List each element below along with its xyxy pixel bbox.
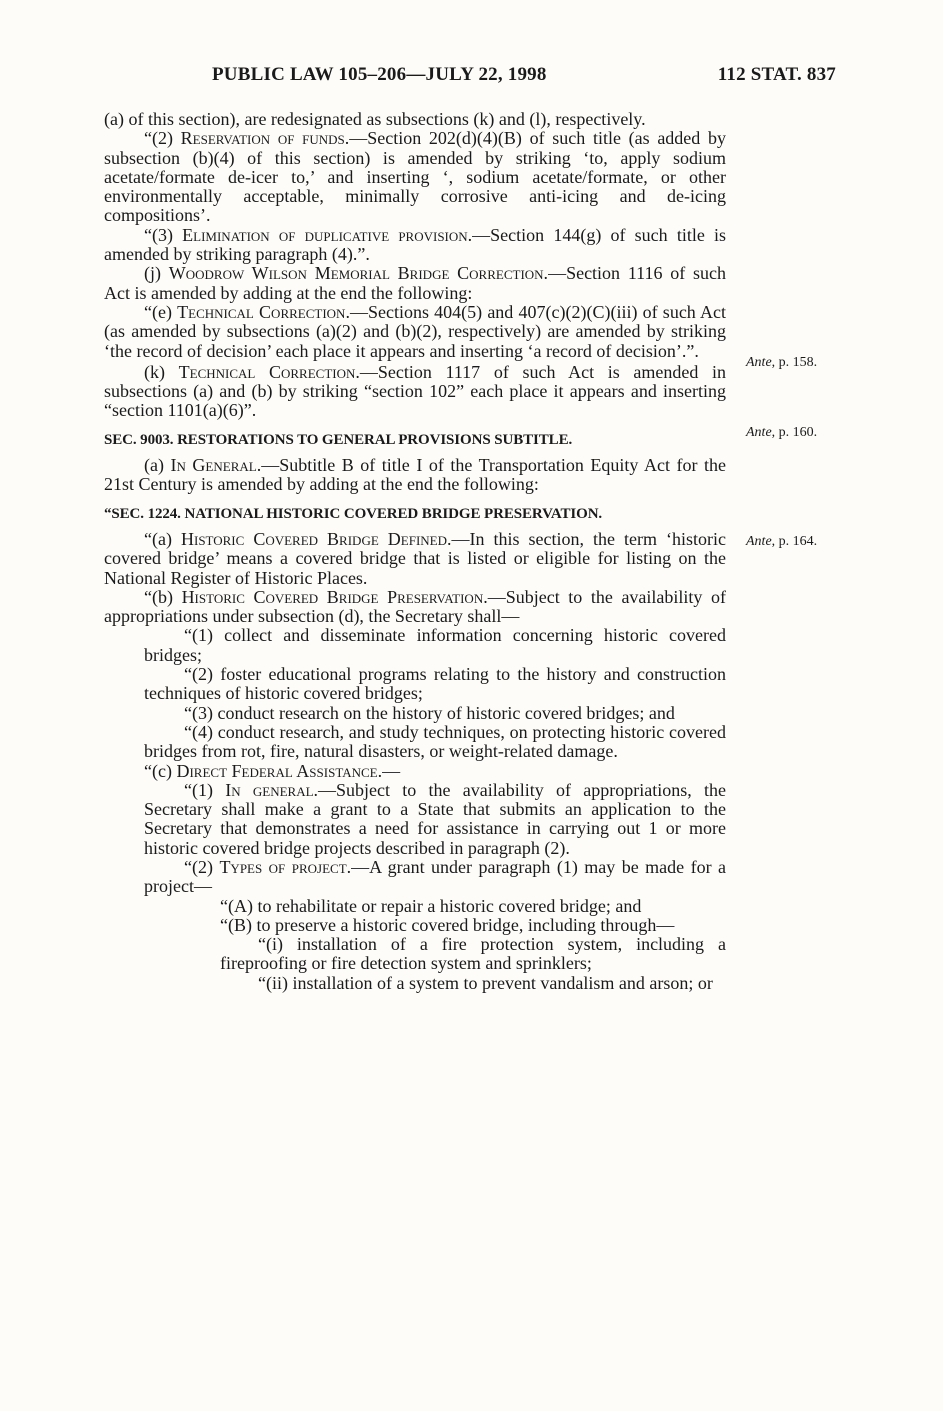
paragraph: “(3) Elimination of duplicative provision.—Section 144(g) of such title is amended by striking paragraph (4).”. xyxy=(104,224,726,265)
paragraph-caption: Historic Covered Bridge Defined. xyxy=(180,528,452,549)
paragraph: “(4) conduct research, and study techniques, on protecting historic covered bridges from rot, fire, natural disasters, or weight-related damage. xyxy=(144,721,726,762)
paragraph-caption: Direct Federal Assistance. xyxy=(176,760,383,781)
section-heading: SEC. 9003. RESTORATIONS TO GENERAL PROVISIONS SUBTITLE. xyxy=(104,431,573,448)
paragraph: “(2) Reservation of funds.—Section 202(d)(4)(B) of such title (as added by subsection (b)(4) of this section) is amended by striking ‘to, apply sodium acetate/formate de-icer to,’ and inserting ‘, sodium acetate/formate, or other environmentally acceptable, minimally corrosive anti-icing and de-icing compositions’. xyxy=(104,128,726,226)
paragraph: “(a) Historic Covered Bridge Defined.—In this section, the term ‘historic covered bridge’ means a covered bridge that is listed or eligible for listing on the National Register of Historic Places. xyxy=(104,528,726,588)
header-stat-page: 112 STAT. 837 xyxy=(717,64,836,85)
paragraph: “(c) Direct Federal Assistance.— xyxy=(144,760,401,781)
paragraph: (a) of this section), are redesignated as subsections (k) and (l), respectively. xyxy=(104,109,646,129)
paragraph: “(1) In general.—Subject to the availability of appropriations, the Secretary shall make a grant to a State that submits an application to the Secretary that demonstrates a need for assistance in carrying out 1 or more historic covered bridge projects described in paragraph (2). xyxy=(144,779,726,858)
paragraph: “(1) collect and disseminate information concerning historic covered bridges; xyxy=(144,625,726,665)
paragraph: “(3) conduct research on the history of historic covered bridges; and xyxy=(184,702,675,723)
paragraph: (a) In General.—Subtitle B of title I of the Transportation Equity Act for the 21st Century is amended by adding at the end the following: xyxy=(104,455,726,495)
margin-note: Ante, p. 160. xyxy=(746,425,818,440)
margin-note: Ante, p. 158. xyxy=(746,355,818,370)
paragraph: “(b) Historic Covered Bridge Preservation.—Subject to the availability of appropriations under subsection (d), the Secretary shall— xyxy=(104,586,726,627)
paragraph: (j) Woodrow Wilson Memorial Bridge Correction.—Section 1116 of such Act is amended by adding at the end the following: xyxy=(104,263,726,303)
paragraph-caption: Woodrow Wilson Memorial Bridge Correction. xyxy=(168,263,549,284)
paragraph: “(2) Types of project.—A grant under paragraph (1) may be made for a project— xyxy=(144,856,727,897)
paragraph: “(A) to rehabilitate or repair a historic covered bridge; and xyxy=(220,895,642,916)
paragraph: “(i) installation of a fire protection system, including a fireproofing or fire detection system and sprinklers; xyxy=(220,934,726,974)
paragraph-caption: In General. xyxy=(170,455,262,476)
paragraph: “(ii) installation of a system to prevent vandalism and arson; or xyxy=(258,972,713,993)
section-heading: “SEC. 1224. NATIONAL HISTORIC COVERED BRIDGE PRESERVATION. xyxy=(104,505,603,522)
paragraph-caption: Historic Covered Bridge Preservation. xyxy=(181,586,488,607)
paragraph-caption: Technical Correction. xyxy=(177,301,350,322)
paragraph-caption: In general. xyxy=(225,779,319,800)
statute-body xyxy=(104,110,726,993)
paragraph: “(2) foster educational programs relating to the history and construction techniques of historic covered bridges; xyxy=(144,664,726,704)
paragraph: “(e) Technical Correction.—Sections 404(5) and 407(c)(2)(C)(iii) of such Act (as amended by subsections (a)(2) and (b)(2), respectively) are amended by striking ‘the record of decision’ each place it appears and inserting ‘a record of decision’.”. xyxy=(104,301,726,361)
paragraph: “(B) to preserve a historic covered bridge, including through— xyxy=(220,914,675,935)
margin-note: Ante, p. 164. xyxy=(746,534,818,549)
paragraph-caption: Elimination of duplicative provision. xyxy=(182,224,473,245)
paragraph-caption: Technical Correction. xyxy=(178,361,360,382)
paragraph-caption: Reservation of funds. xyxy=(180,128,350,149)
paragraph-caption: Types of project. xyxy=(219,856,352,877)
paragraph: (k) Technical Correction.—Section 1117 of such Act is amended in subsections (a) and (b) by striking “section 102” each place it appears and inserting “section 1101(a)(6)”. xyxy=(104,361,726,421)
header-title: PUBLIC LAW 105–206—JULY 22, 1998 xyxy=(212,64,547,85)
